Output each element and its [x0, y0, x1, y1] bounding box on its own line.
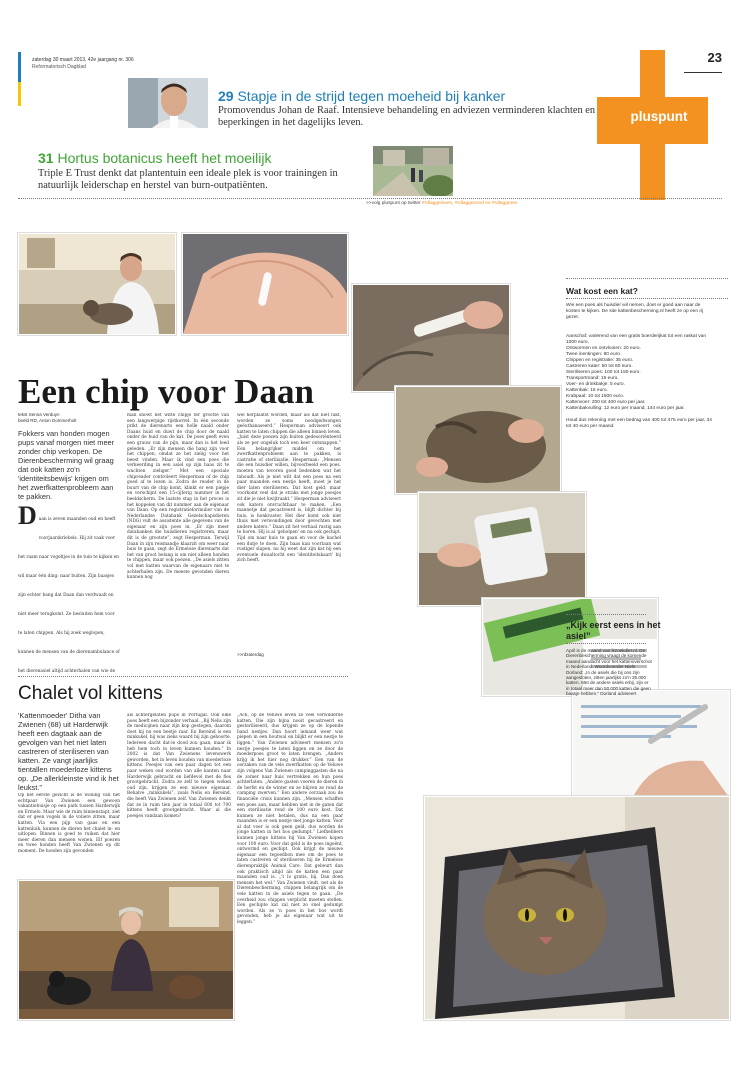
main-headline: Een chip voor Daan — [18, 372, 314, 411]
quote-title: „Kijk eerst eens in het asiel” — [566, 620, 661, 641]
cost-item: Aanschaf: variërend van een gratis boerderijkat tot een raskat van 1000 euro. — [566, 334, 706, 345]
dropcap: D — [18, 505, 37, 530]
sidebar-cost-top-rule — [566, 278, 728, 279]
main-col1-text: aan is zeven maanden oud en heeft voorjaarskriebels. Hij zit vaak voor het raam naar vogeltjes in de tuin te kijken en wil maar één ding: naar buiten. Zijn baasjes zijn echter bang dat Daan dan verdwaalt en niet meer terugkomt. Ze besluiten hem voor te laten chippen. Als hij zoek weglopen, kunnen de mensen van de dierenambulance of het dierenasiel altijd achterhalen van wie de — [18, 517, 120, 674]
photo-chip-reader — [418, 492, 586, 606]
photo-cat-in-hands — [395, 386, 561, 494]
quote-top-rule — [566, 614, 646, 615]
teaser-1-heading[interactable] — [218, 88, 588, 104]
cost-item: Chippen en registratie: 35 euro. — [566, 358, 634, 363]
sidebar-cost-list — [566, 334, 716, 430]
header-rule-yellow — [18, 82, 21, 106]
page-number-rule — [684, 72, 722, 73]
cost-item: Krabpaal: 10 tot 1500 euro. — [566, 394, 625, 399]
teaser-2-text: Triple E Trust denkt dat plantentuin een ideale plek is voor trainingen in natuurlijk leiderschap en herstel van burn-outpatiënten. — [38, 168, 338, 191]
teaser-garden-photo — [373, 146, 453, 196]
credit-photo: beeld RD, Anton Dommerholt — [18, 418, 77, 423]
cost-item: Kattenbakvulling: 12 euro per maand, 144 euro per jaar. — [566, 406, 685, 411]
photo-vet-examining-cat — [18, 233, 176, 335]
chalet-column-2: als achtergelaten pups in Portugal. Ook elke poes heeft een bijzonder verhaal. „Bij Nelis zijn de medicijnen naar zijn kop gestegen, daarom doet hij nu een beetje raar. En Bereind is een minkukel, hij was zieks waard bij zijn geboorte. Iedereen dacht dat-ie dood zou gaan, maar ik heb hem toch in leven kunnen houden.” In 2002 is dat Van Zwienens levenswerk geworden, het in leven houden van moederloze kittens. Poesjes van een paar dagen tot een paar weken oud worden van alle kanten naar Harderwijk gebracht en liefdevol met de fles grootgebracht. Zodra ze zelf te tiegen weken oud zijn, krijgen ze een nieuwe eigenaar. Behalve „minkukels”, zoals Nelis en Bereind, die heeft Van Zwienen zelf. Van Zwienen denkt dat ze in ruim tien jaar in totaal 600 tot 700 kittens heeft grootgebracht. Waar al die poesjes vandaan komen? — [127, 713, 231, 819]
cost-item: Ontwormen en ontvlooien: 20 euro. — [566, 346, 641, 351]
sidebar-cost-title: Wat kost een kat? — [566, 286, 638, 296]
quote-text: April is de maand van ikzoekdier.nl. De Dierenbescherming vraagt de komende maand aandacht voor het kattenoverschot in Nederland. Woordvoerder Niels Dorland: „In de asiels die bij ons zijn aangesloten, zitten jaarlijks zo'n 35.000 katten. Met de andere asiels erbij, zijn er in totaal meer dan 50.000 katten die geen baasje hebben.” Dorland adviseert — [566, 648, 652, 696]
photo-writing-form — [572, 690, 730, 798]
photo-chip-on-finger — [182, 233, 348, 335]
main-intro: Fokkers van honden mogen pups vanaf morgen niet meer zonder chip verkopen. De Dierenbescherming wil graag dat ook katten zo'n 'identiteitsbewijs' krijgen om het zwerfkattenprobleem aan te pakken. — [18, 429, 115, 501]
main-credits — [18, 412, 108, 424]
follow-prefix: >>volg pluspunt op twitter — [366, 201, 421, 206]
cost-item: Kattenbak: 15 euro. — [566, 388, 608, 393]
teaser-portrait-photo — [128, 78, 208, 128]
chalet-headline: Chalet vol kittens — [18, 683, 163, 704]
cost-item: Voer- en drinkbakje: 5 euro. — [566, 382, 625, 387]
photo-woman-with-cats — [18, 880, 234, 1020]
date-line: zaterdag 30 maart 2013, 42e jaargang nr. 306 — [32, 57, 134, 63]
teaser-1-number: 29 — [218, 88, 234, 104]
page-number: 23 — [707, 50, 722, 65]
quote-title-rule — [566, 643, 646, 644]
teaser-1-title: Stapje in de strijd tegen moeheid bij kanker — [237, 88, 506, 104]
main-endline: >>rdzaterdag — [237, 652, 264, 657]
cost-item: Steriliseren poes: 100 tot 150 euro. — [566, 370, 641, 375]
teaser-2-number: 31 — [38, 150, 54, 166]
main-column-2: man showt het witte chipje ter grootte van een langwerpige rijstkorrel. In één seconde prikt de dierenarts een holle naald onder Daans huid en duwt de chip door de naald onder de huid van de kat. De poes geeft even een grauw van de pijn, maar dan is het leed geleden. „Er zijn mensen die bang zijn voor het chippen, omdat ze het zielig voor het beest vinden. Maar ik vind een poes die verkeerding in een asiel op zijn baas zit te wachten zieliger.” Met een speciale chipreader controleert Hesperman of de chip goed af te lezen is. Zodra de reader in de buurt van de chip komt, klinkt er een piepje en verschijnt een 15-cijferig nummer in het beeldscherm. De laatste stap in het proces is het koppelen van dit nummer aan de eigenaar van Daan. Op een registratieformulier van de Nederlandse Databank Gezelschapsdieren (NDG) vult de assistente alle gegevens van de eigenaar en zijn poes in. „Er zijn meer databanken die huisdieren registreren, maar dit is de grootste”, zegt Hesperman. Terwijl Daan in zijn reismandje klaarzit om weer naar huis te gaan, zegt de Ermelose dierenarts dat het van groot belang is om niet alleen honden te chippen, maar ook poezen. „De asiels zitten vol met katten waarvan de eigenaars niet te achterhalen zijn. De meeste gevonden dieren kunnen nog — [127, 413, 229, 581]
follow-line — [366, 201, 518, 206]
cost-item: Kattenvoer: 200 tot 400 euro per jaar. — [566, 400, 646, 405]
chalet-top-rule — [18, 676, 348, 677]
credit-text: tekst Senna Verduyn — [18, 412, 60, 417]
chalet-column-3: „Ach, op de Veluwe leven zo veel verwilderde katten. Die zijn bijna nooit gecastreerd en gesteriliseerd, dus krijgen ze op de lopende band nestjes. Dan hoort iemand weer wat piepen in een houtwal en blijkt er een nestje te liggen.” Van Zwienen adviseert mensen zo'n nestje poesjes te laten liggen en ze door de moederpoes groot te laten brengen. „Anders krijg ik het hier nog drukker.” Een van de oorzaken van de vele zwerfkatten op de Veluwe zijn volgens Van Zwienen campinggasten die na de zomer naar huis vertrekken en hun poes achterlaten. „Andere gasten voeren de dieren in de herfst en de winter en ze blijven ze rond de camping zwerven.” Een andere oorzaak zou de financiële crisis kunnen zijn. „Mensen schaffen een poes aan, maar hebben niet in de gaten dat een sterilisatie rond de 100 euro kost. Dat kunnen ze niet betalen, dus na een paar maanden is er een nestje met jonge katten. Voor al dat voer is ook geen geld, dus worden de jonge katten in het bos gedumpt.” Liefhebbers kunnen jonge kittens bij Van Zwienen kopen voor 100 euro. Voor dat geld is de poes ingeënt, ontwormd en gechipt. Ook krijgt de nieuwe eigenaar een tegoedbon mee om de poes te laten castreren of steriliseren bij de Ermelose dierenpraktijk Animal Care. Dat gebeurt dan ook praktisch altijd als de katten een paar maanden oud is. „'t Is gratis, bij. Dan doen mensen het wel.” Van Zwienen vindt, net als de Dierenbescherming, chippen belangrijk om de vele katten in de asiels tegen te gaan. „De overheid zou chippen verplicht moeten stellen. Een gechipte kat zal niet zo snel gedumpt worden. Als ze 'n poes in het bos wordt gevonden, heb je als eigenaar wat uit te leggen.” — [237, 713, 343, 925]
teaser-divider — [18, 198, 722, 199]
paper-name: Reformatorisch Dagblad — [32, 64, 86, 70]
follow-handles[interactable]: #rdlaggeloven, #rdlaggezond en #rdlaggroen — [422, 201, 518, 206]
teaser-2-title: Hortus botanicus heeft het moeilijk — [57, 150, 272, 166]
sidebar-cost-outro: Houd dus rekening met een bedrag van 400 tot 475 euro per jaar, 34 tot 40 euro per maand. — [566, 418, 712, 429]
sidebar-cost-intro: Wie een poes als huisdier wil nemen, doet er goed aan naar de kosten te kijken. De site kattenbescherming.nl heeft ze op een rij gezet. — [566, 303, 704, 320]
chalet-column-1: Op het eerste gezicht is de woning van het echtpaar Van Zwienen een gewoon vakantiehuisje op een park tussen Harderwijk en Ermelo. Maar wie de ruim binnenstapt, ziet dat er geen vogels in de voliere zitten, maar katten. Via een pijp van gaas en een kattenluik, kunnen de dieren het chalet in- en uitlopen. Binnen is goed te ruiken dat hier meer dieren dan mensen wonen. Elf poezen en twee honden heeft Van Zwienen op dit moment. De honden zijn gevonden — [18, 793, 120, 854]
cost-item: Twee inentingen: 80 euro . — [566, 352, 623, 357]
sidebar-cost-title-rule — [566, 298, 728, 299]
section-label: pluspunt — [630, 109, 688, 124]
chalet-intro: 'Kattenmoeder' Ditha van Zwienen (68) uit Harderwijk heeft een dagtaak aan de gevolgen van het niet laten castreren of steriliseren van katten. Ze vangt jaarlijks tientallen moederloze kittens op. „De allerkleinste vind ik het leukst.” — [18, 711, 119, 792]
teaser-2-heading[interactable] — [38, 150, 368, 166]
main-column-1 — [18, 505, 120, 680]
cost-item: Transportmand: 15 euro. — [566, 376, 619, 381]
header-rule-blue — [18, 52, 21, 82]
cost-item: Castreren kater: 50 tot 80 euro. — [566, 364, 633, 369]
main-column-3: wel herplaatst worden, maar als dat niet lukt, worden ze soms noodgedwongen geëuthanaseerd.” Hesperman adviseert ook katten te laten chippen die alleen binnen leven. „Juist deze poezen zijn buiten gedesoriënteerd als ze per ongeluk toch een keer ontsnappen.” Een belangrijker middel om het zwerfkattenprobleem aan te pakken, is castratie of sterilisatie. Hesperman: „Mensen die een huisdier willen, bijvoorbeeld een poes, moeten van tevoren goed bedenken wat het inhoudt. Als je niet wilt dat een poes na een paar maanden een nestje heeft, moet je het dier laten steriliseren. Dat kost geld, maar voorkomt veel dat je straks met jonge poesjes zit die je niet kwijtraakt.” Hesperman adviseert ook katers onvruchtbaar te maken. „Een mannetje dat gecastreerd is, blijft dichter bij huis, is honkvaster. Het dier komt ook niet thuis met verwondingen door gevechten met andere katers.” Daan zit het verhaal rustig aan te horen. Hij is al 'geholpen' en nu ook gechipt. Tijd om naar huis te gaan en voor de kachel een dutje te doen. Zijn baas kan voortaan wat rustiger slapen, nu hij weet dat zijn kat bij een eventuele dwaaltocht een 'identiteitskaart' bij zich heeft. — [237, 413, 341, 564]
photo-cat-in-carrier — [424, 796, 730, 1020]
teaser-1-text: Promovendus Johan de Raaf. Intensieve behandeling en adviezen verminderen klachten en beperkingen in het dagelijks leven. — [218, 105, 596, 128]
